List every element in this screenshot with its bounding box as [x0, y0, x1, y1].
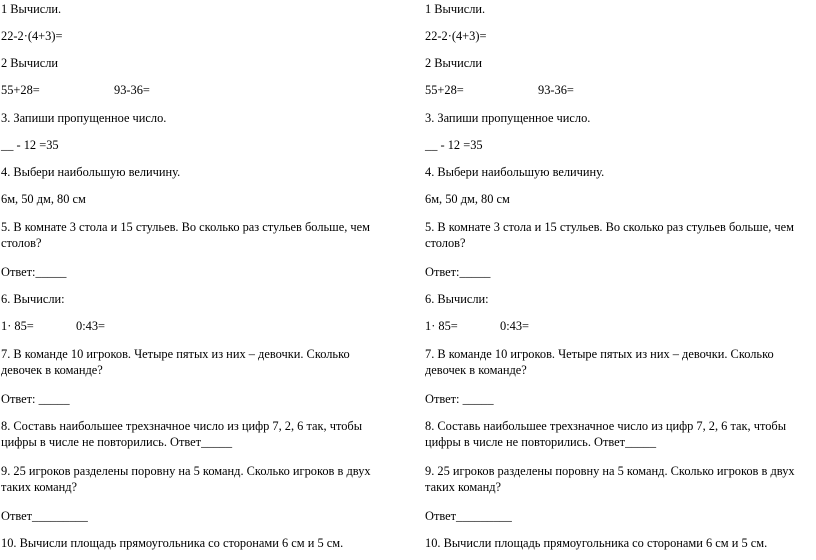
task2-expression-a: 55+28= [1, 83, 40, 97]
task10-text: 10. Вычисли площадь прямоугольника со сторонами 6 см и 5 см. [1, 536, 344, 550]
task7-text: 7. В команде 10 игроков. Четыре пятых из них – девочки. Сколько девочек в команде? [425, 347, 774, 377]
worksheet-right [424, 0, 816, 560]
task9-text: 9. 25 игроков разделены поровну на 5 команд. Сколько игроков в двух таких команд? [1, 464, 371, 494]
task7-answer: Ответ: _____ [1, 392, 70, 406]
task3-title: 3. Запиши пропущенное число. [1, 111, 167, 125]
task2-expression-b: 93-36= [538, 83, 574, 97]
task9-answer: Ответ_________ [425, 509, 512, 523]
task6-expression-b: 0:43= [76, 319, 106, 333]
task6-expression-a: 1· 85= [425, 319, 458, 333]
task9-text: 9. 25 игроков разделены поровну на 5 команд. Сколько игроков в двух таких команд? [425, 464, 795, 494]
worksheet-left [0, 0, 400, 560]
task1-expression: 22-2·(4+3)= [1, 29, 63, 43]
task6-expression-b: 0:43= [500, 319, 530, 333]
task5-answer: Ответ:_____ [1, 265, 67, 279]
task2-expressions [1, 82, 301, 98]
task6-title: 6. Вычисли: [425, 292, 489, 306]
task6-expressions [425, 318, 725, 334]
task6-title: 6. Вычисли: [1, 292, 65, 306]
task7-text: 7. В команде 10 игроков. Четыре пятых из них – девочки. Сколько девочек в команде? [1, 347, 350, 377]
task5-text: 5. В комнате 3 стола и 15 стульев. Во сколько раз стульев больше, чем столов? [425, 220, 794, 250]
task4-values: 6м, 50 дм, 80 см [1, 192, 86, 206]
task6-expressions [1, 318, 301, 334]
task9-answer: Ответ_________ [1, 509, 88, 523]
task3-title: 3. Запиши пропущенное число. [425, 111, 591, 125]
task3-expression: __ - 12 =35 [425, 138, 483, 152]
task5-text: 5. В комнате 3 стола и 15 стульев. Во сколько раз стульев больше, чем столов? [1, 220, 370, 250]
task6-expression-a: 1· 85= [1, 319, 34, 333]
task4-title: 4. Выбери наибольшую величину. [425, 165, 605, 179]
task4-values: 6м, 50 дм, 80 см [425, 192, 510, 206]
task1-title: 1 Вычисли. [425, 2, 486, 16]
task1-title: 1 Вычисли. [1, 2, 62, 16]
task4-title: 4. Выбери наибольшую величину. [1, 165, 181, 179]
task2-expressions [425, 82, 725, 98]
task10-text: 10. Вычисли площадь прямоугольника со сторонами 6 см и 5 см. [425, 536, 768, 550]
task8-text: 8. Составь наибольшее трехзначное число из цифр 7, 2, 6 так, чтобы цифры в числе не повторились. Ответ_____ [425, 419, 787, 449]
task5-answer: Ответ:_____ [425, 265, 491, 279]
task2-expression-a: 55+28= [425, 83, 464, 97]
task1-expression: 22-2·(4+3)= [425, 29, 487, 43]
task2-title: 2 Вычисли [1, 56, 59, 70]
task3-expression: __ - 12 =35 [1, 138, 59, 152]
task2-expression-b: 93-36= [114, 83, 150, 97]
task8-text: 8. Составь наибольшее трехзначное число из цифр 7, 2, 6 так, чтобы цифры в числе не повторились. Ответ_____ [1, 419, 363, 449]
task7-answer: Ответ: _____ [425, 392, 494, 406]
task2-title: 2 Вычисли [425, 56, 483, 70]
